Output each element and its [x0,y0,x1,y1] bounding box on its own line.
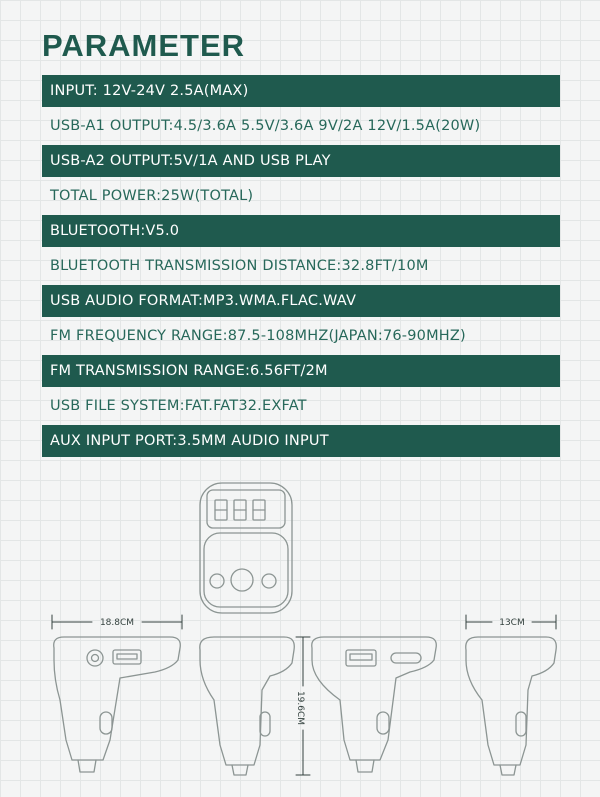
spec-text: BLUETOOTH:V5.0 [50,223,180,239]
play-pause-button-icon [231,569,253,591]
spec-text: BLUETOOTH TRANSMISSION DISTANCE:32.8FT/10M [50,258,429,274]
spec-text: USB-A1 OUTPUT:4.5/3.6A 5.5V/3.6A 9V/2A 12V/1.5A(20W) [50,118,481,134]
side-view-usb-c [312,637,437,772]
prev-button-icon [210,574,224,588]
depth-dimension-label: 13CM [499,618,525,628]
spec-text: AUX INPUT PORT:3.5MM AUDIO INPUT [50,433,329,449]
side-view-ports [54,637,181,772]
side-view-back [200,637,295,775]
page-title: PARAMETER [42,28,246,63]
side-view-side [466,637,557,775]
spec-text: USB-A2 OUTPUT:5V/1A AND USB PLAY [50,153,331,169]
spec-text: USB FILE SYSTEM:FAT.FAT32.EXFAT [50,398,307,414]
spec-text: USB AUDIO FORMAT:MP3.WMA.FLAC.WAV [50,293,357,309]
usb-c-port-icon [391,653,421,663]
spec-text: FM TRANSMISSION RANGE:6.56FT/2M [50,363,328,379]
spec-text: FM FREQUENCY RANGE:87.5-108MHZ(JAPAN:76-90MHZ) [50,328,466,344]
spec-text: INPUT: 12V-24V 2.5A(MAX) [50,83,249,99]
height-dimension-label: 19.6CM [295,690,305,726]
spec-text: TOTAL POWER:25W(TOTAL) [50,188,254,204]
front-view [200,483,292,613]
width-dimension-label: 18.8CM [99,618,135,628]
aux-port-icon [87,650,103,666]
next-button-icon [262,574,276,588]
